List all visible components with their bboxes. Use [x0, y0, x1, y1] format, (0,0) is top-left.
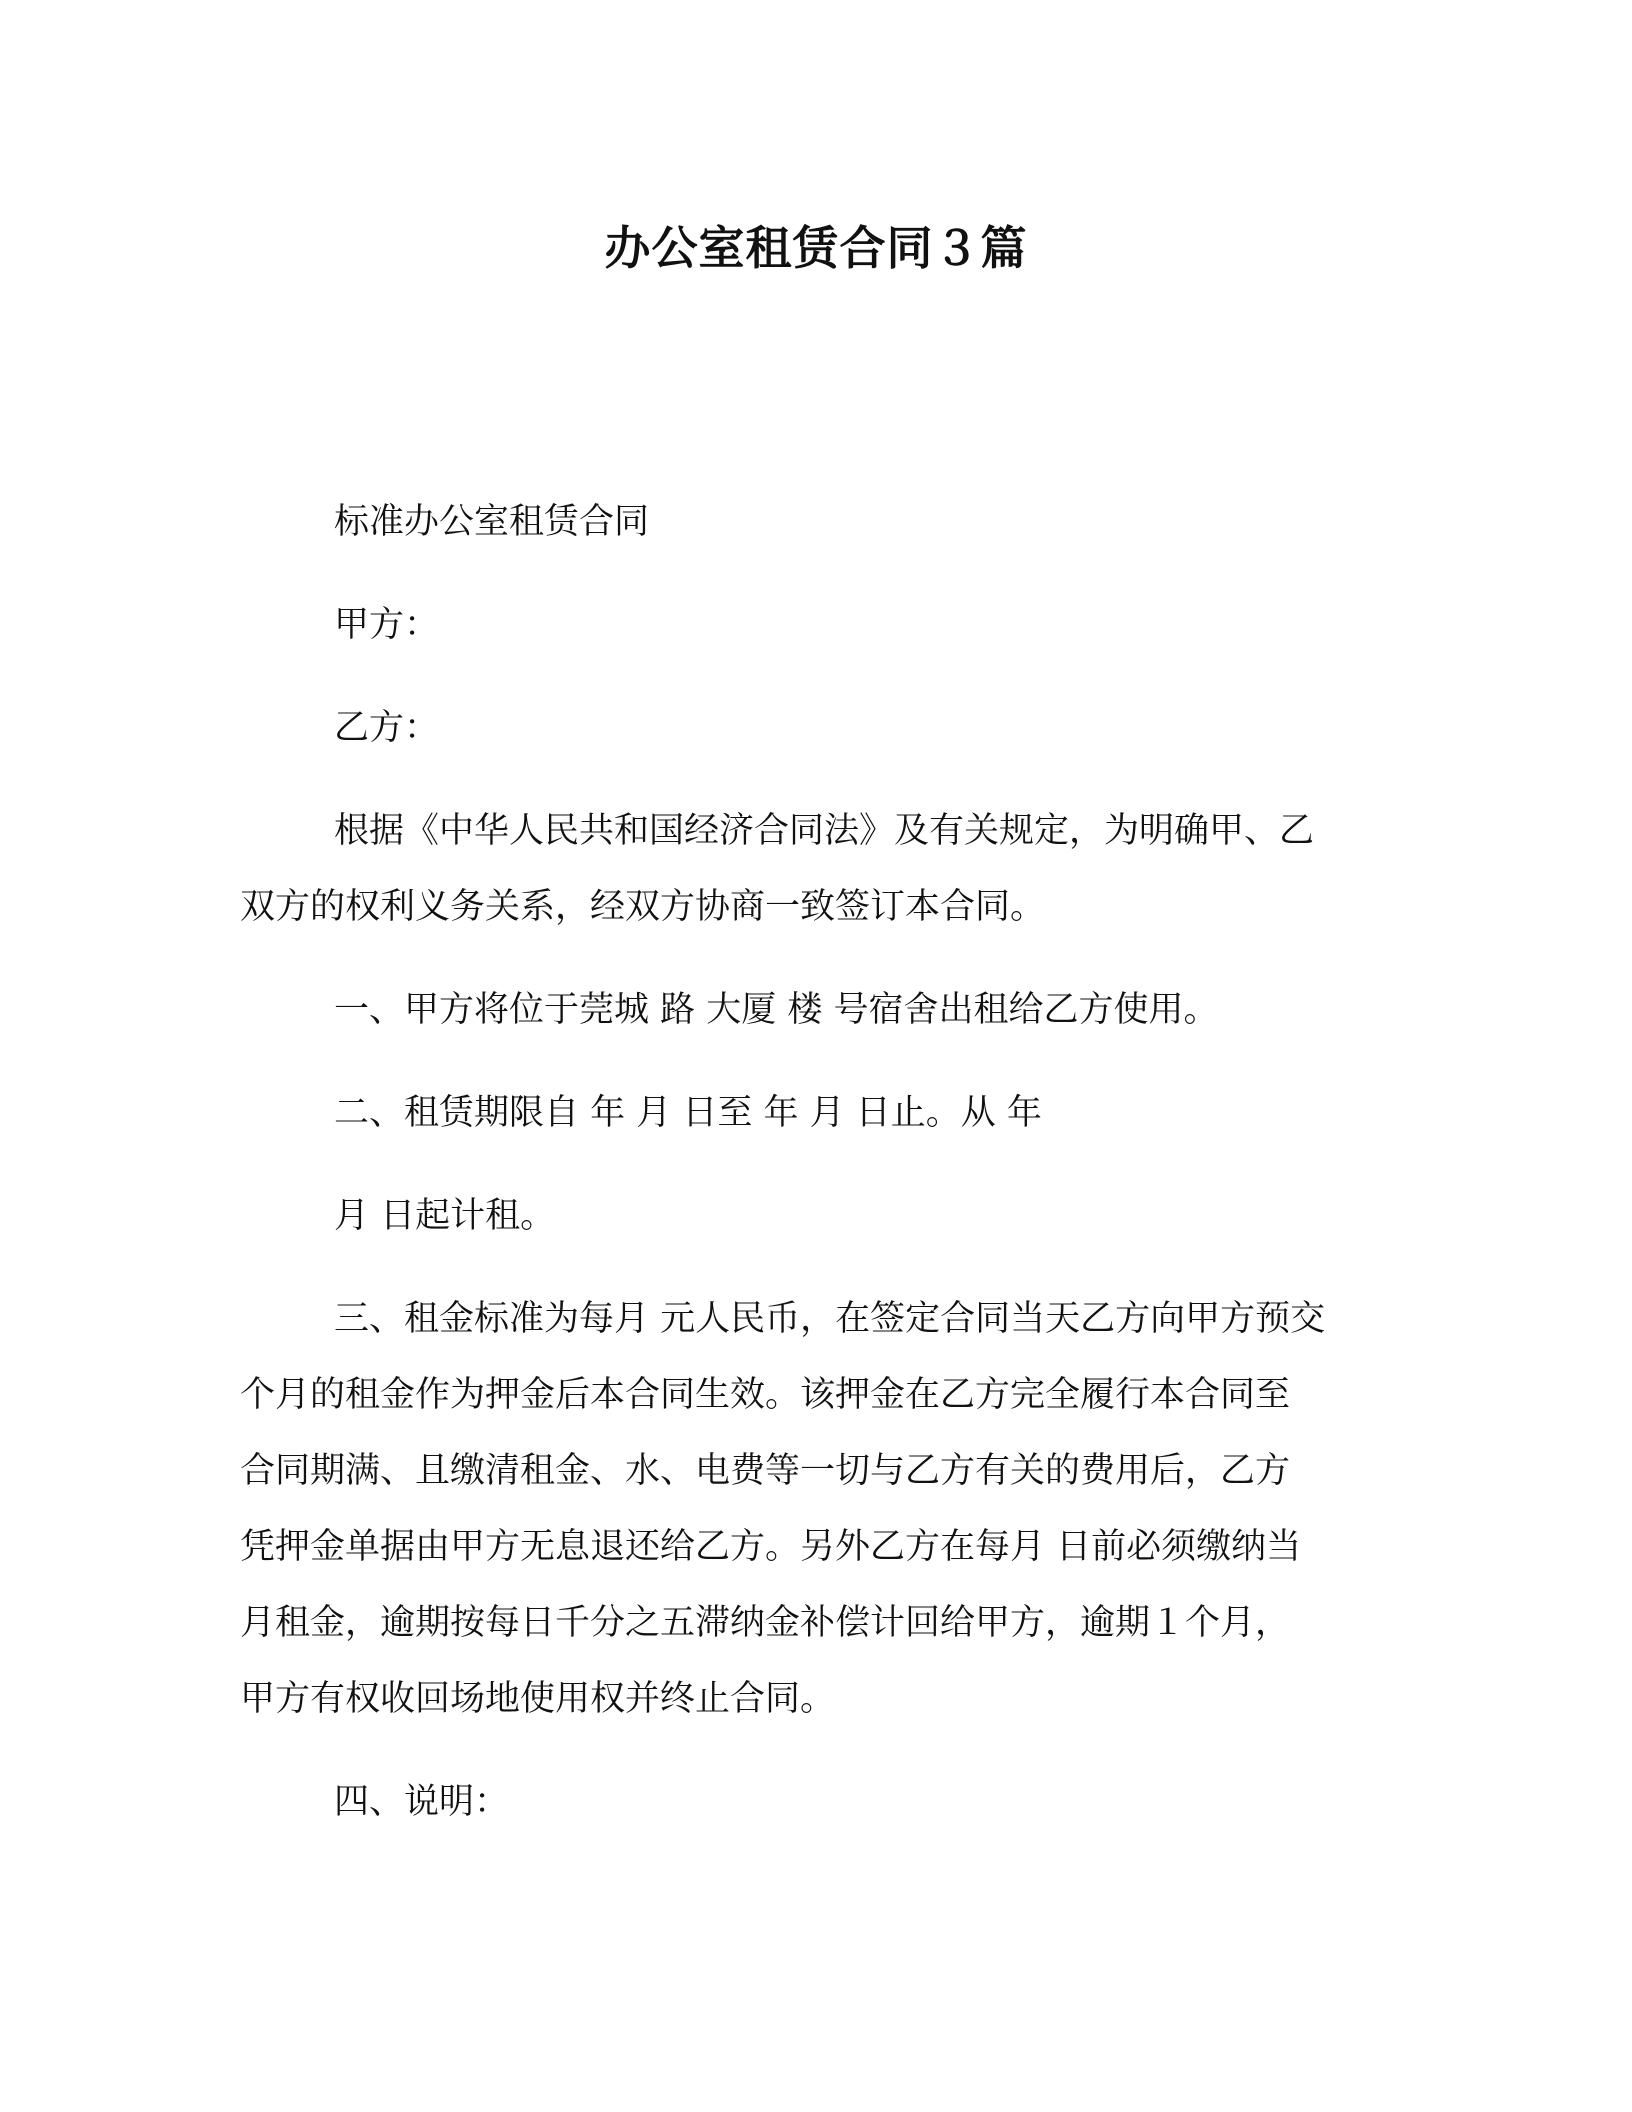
- clause-4: 四、说明：: [334, 1782, 510, 1822]
- party-b-label: 乙方：: [334, 708, 440, 748]
- paragraph-line: 合同期满、且缴清租金、水、电费等一切与乙方有关的费用后，乙方: [240, 1451, 1291, 1491]
- clause-2-continued: 月 日起计租。: [334, 1196, 556, 1236]
- document-title: 办公室租赁合同３篇: [604, 221, 1028, 275]
- paragraph-line: 根据《中华人民共和国经济合同法》及有关规定，为明确甲、乙: [334, 811, 1315, 851]
- clause-3: 三、租金标准为每月 元人民币，在签定合同当天乙方向甲方预交: [334, 1299, 1326, 1339]
- section-heading: 标准办公室租赁合同: [334, 502, 650, 542]
- paragraph-line: 个月的租金作为押金后本合同生效。该押金在乙方完全履行本合同至: [240, 1375, 1291, 1415]
- paragraph-line: 甲方有权收回场地使用权并终止合同。: [240, 1679, 836, 1719]
- paragraph-line: 双方的权利义务关系，经双方协商一致签订本合同。: [240, 887, 1046, 927]
- clause-2: 二、租赁期限自 年 月 日至 年 月 日止。从 年: [334, 1093, 1042, 1133]
- paragraph-line: 月租金，逾期按每日千分之五滞纳金补偿计回给甲方，逾期１个月，: [240, 1603, 1291, 1643]
- clause-1: 一、甲方将位于莞城 路 大厦 楼 号宿舍出租给乙方使用。: [334, 990, 1219, 1030]
- party-a-label: 甲方：: [334, 605, 440, 645]
- paragraph-line: 凭押金单据由甲方无息退还给乙方。另外乙方在每月 日前必须缴纳当: [240, 1527, 1302, 1567]
